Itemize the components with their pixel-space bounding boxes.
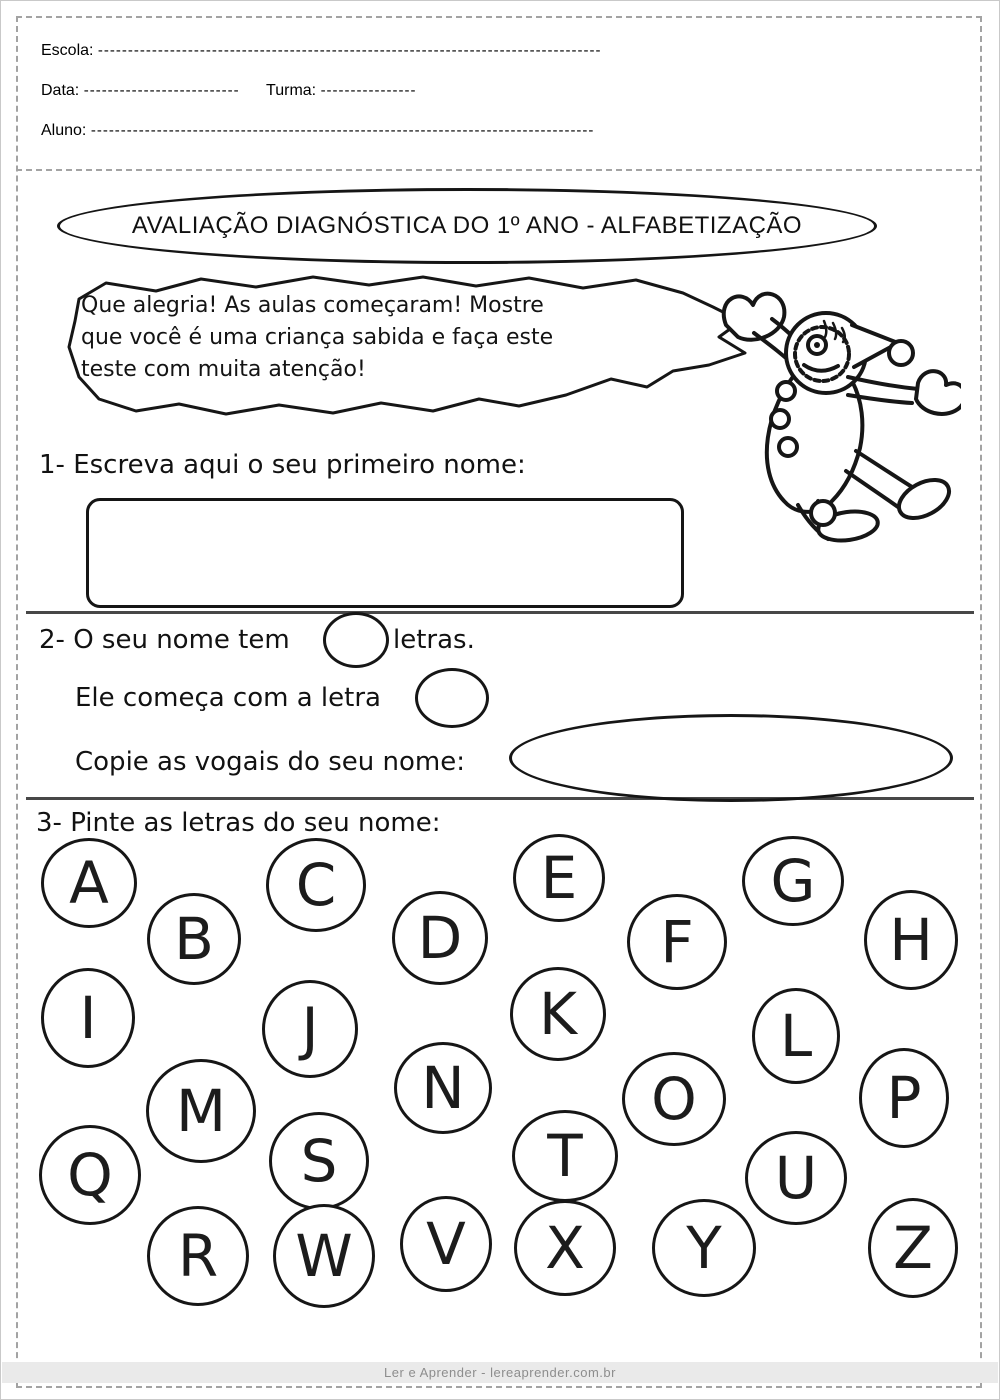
letter-label: Q	[67, 1141, 113, 1209]
letter-label: O	[651, 1065, 697, 1133]
letter-label: S	[300, 1127, 338, 1195]
letter-circle-U[interactable]	[745, 1131, 847, 1225]
letter-label: X	[545, 1214, 585, 1282]
letter-circle-H[interactable]	[864, 890, 958, 990]
student-fill-line[interactable]: ------------------------------------------------------------------------------------	[90, 122, 595, 139]
letter-circle-R[interactable]	[147, 1206, 249, 1306]
letter-circle-Z[interactable]	[868, 1198, 958, 1298]
first-letter-circle[interactable]	[415, 668, 489, 728]
date-label: Data:	[41, 82, 80, 99]
letter-label: Y	[686, 1214, 722, 1282]
letter-circle-A[interactable]	[41, 838, 137, 928]
footer-credit: Ler e Aprender - lereaprender.com.br	[384, 1365, 616, 1380]
letter-circle-B[interactable]	[147, 893, 241, 985]
letter-label: N	[421, 1054, 465, 1122]
letter-count-circle[interactable]	[323, 612, 389, 668]
letter-circle-C[interactable]	[266, 838, 366, 932]
letter-circle-I[interactable]	[41, 968, 135, 1068]
letter-label: L	[779, 1002, 813, 1070]
letter-label: Z	[893, 1214, 933, 1282]
letter-circle-N[interactable]	[394, 1042, 492, 1134]
letter-circle-V[interactable]	[400, 1196, 492, 1292]
letter-circle-M[interactable]	[146, 1059, 256, 1163]
question-2-suffix: letras.	[393, 625, 475, 655]
question-3-label: 3- Pinte as letras do seu nome:	[36, 808, 441, 838]
letter-label: W	[295, 1222, 353, 1290]
date-fill-line[interactable]: --------------------------	[83, 82, 240, 99]
school-fill-line[interactable]: ------------------------------------------------------------------------------------	[97, 42, 602, 59]
letter-label: T	[547, 1122, 583, 1190]
letter-label: J	[301, 995, 319, 1063]
letter-circle-J[interactable]	[262, 980, 358, 1078]
question-2-line2: Ele começa com a letra	[75, 683, 381, 713]
letter-label: C	[295, 851, 337, 919]
letters-field	[1, 1, 1000, 1400]
letter-label: R	[177, 1222, 219, 1290]
letter-label: D	[417, 904, 463, 972]
letter-label: B	[174, 905, 214, 973]
letter-circle-L[interactable]	[752, 988, 840, 1084]
letter-circle-E[interactable]	[513, 834, 605, 922]
letter-circle-K[interactable]	[510, 967, 606, 1061]
class-fill-line[interactable]: ----------------	[320, 82, 417, 99]
letter-label: K	[538, 980, 578, 1048]
speech-line-1: Que alegria! As aulas começaram! Mostre	[81, 293, 544, 318]
letter-label: A	[69, 849, 109, 917]
question-2-line3: Copie as vogais do seu nome:	[75, 747, 465, 777]
letter-label: P	[886, 1064, 922, 1132]
letter-circle-G[interactable]	[742, 836, 844, 926]
student-label: Aluno:	[41, 122, 87, 139]
speech-line-3: teste com muita atenção!	[81, 357, 366, 382]
speech-line-2: que você é uma criança sabida e faça este	[81, 325, 554, 350]
letter-circle-X[interactable]	[514, 1200, 616, 1296]
question-2-prefix: 2- O seu nome tem	[39, 625, 290, 655]
question-1-label: 1- Escreva aqui o seu primeiro nome:	[39, 450, 526, 480]
school-label: Escola:	[41, 42, 94, 59]
letter-circle-T[interactable]	[512, 1110, 618, 1202]
letter-label: V	[426, 1210, 466, 1278]
letter-circle-Y[interactable]	[652, 1199, 756, 1297]
letter-circle-F[interactable]	[627, 894, 727, 990]
letter-circle-D[interactable]	[392, 891, 488, 985]
letter-circle-W[interactable]	[273, 1204, 375, 1308]
letter-circle-S[interactable]	[269, 1112, 369, 1210]
letter-label: U	[774, 1144, 818, 1212]
letter-circle-O[interactable]	[622, 1052, 726, 1146]
class-label: Turma:	[266, 82, 317, 99]
letter-label: G	[770, 847, 816, 915]
letter-label: E	[540, 844, 578, 912]
letter-circle-Q[interactable]	[39, 1125, 141, 1225]
letter-label: I	[79, 984, 97, 1052]
letter-circle-P[interactable]	[859, 1048, 949, 1148]
footer-bar	[2, 1362, 998, 1383]
letter-label: F	[660, 908, 694, 976]
letter-label: M	[175, 1077, 227, 1145]
vowels-write-oval[interactable]	[509, 714, 953, 802]
letter-label: H	[889, 906, 933, 974]
worksheet-title: AVALIAÇÃO DIAGNÓSTICA DO 1º ANO - ALFABETIZAÇÃO	[131, 212, 803, 239]
